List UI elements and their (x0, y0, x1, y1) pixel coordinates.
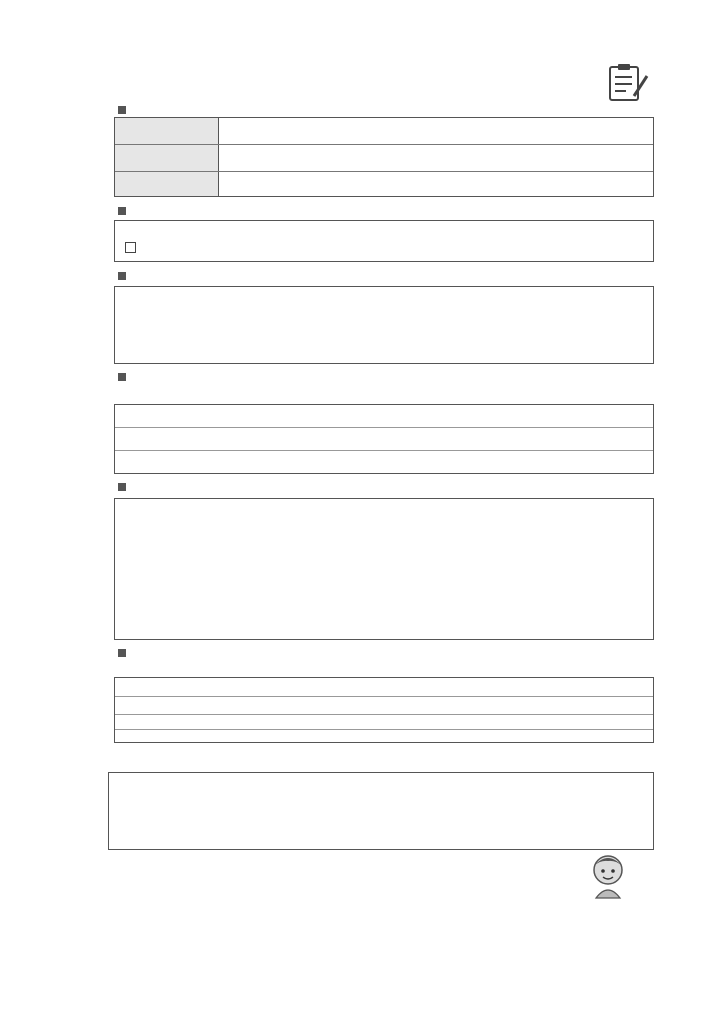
age-options (225, 118, 649, 144)
row-label-city (115, 172, 219, 196)
section-customer-info-heading (118, 103, 129, 118)
source-other (125, 242, 525, 258)
section-feedback-heading (118, 370, 131, 385)
feedback-answer-box (114, 404, 654, 474)
table-row-city (115, 172, 653, 196)
row-label-age (115, 118, 219, 144)
city-options (225, 172, 649, 196)
reason-options (123, 290, 647, 361)
clipboard-icon (604, 62, 650, 102)
staff-rating-table (114, 498, 654, 640)
reason-box (114, 286, 654, 364)
checkbox-source-other[interactable] (125, 242, 136, 253)
other-answer-box[interactable] (108, 772, 654, 850)
row-label-attendees (115, 145, 219, 171)
customer-info-table (114, 117, 654, 197)
table-row-attendees (115, 145, 653, 172)
section-staff-heading (118, 480, 129, 495)
source-box (114, 220, 654, 262)
table-row-age (115, 118, 653, 145)
staff-mascot-icon (588, 852, 628, 900)
impression-answer-box (114, 677, 654, 743)
section-impression-heading (118, 646, 131, 661)
section-source-heading (118, 204, 129, 219)
section-reason-heading (118, 269, 129, 284)
attendee-options (225, 145, 649, 171)
